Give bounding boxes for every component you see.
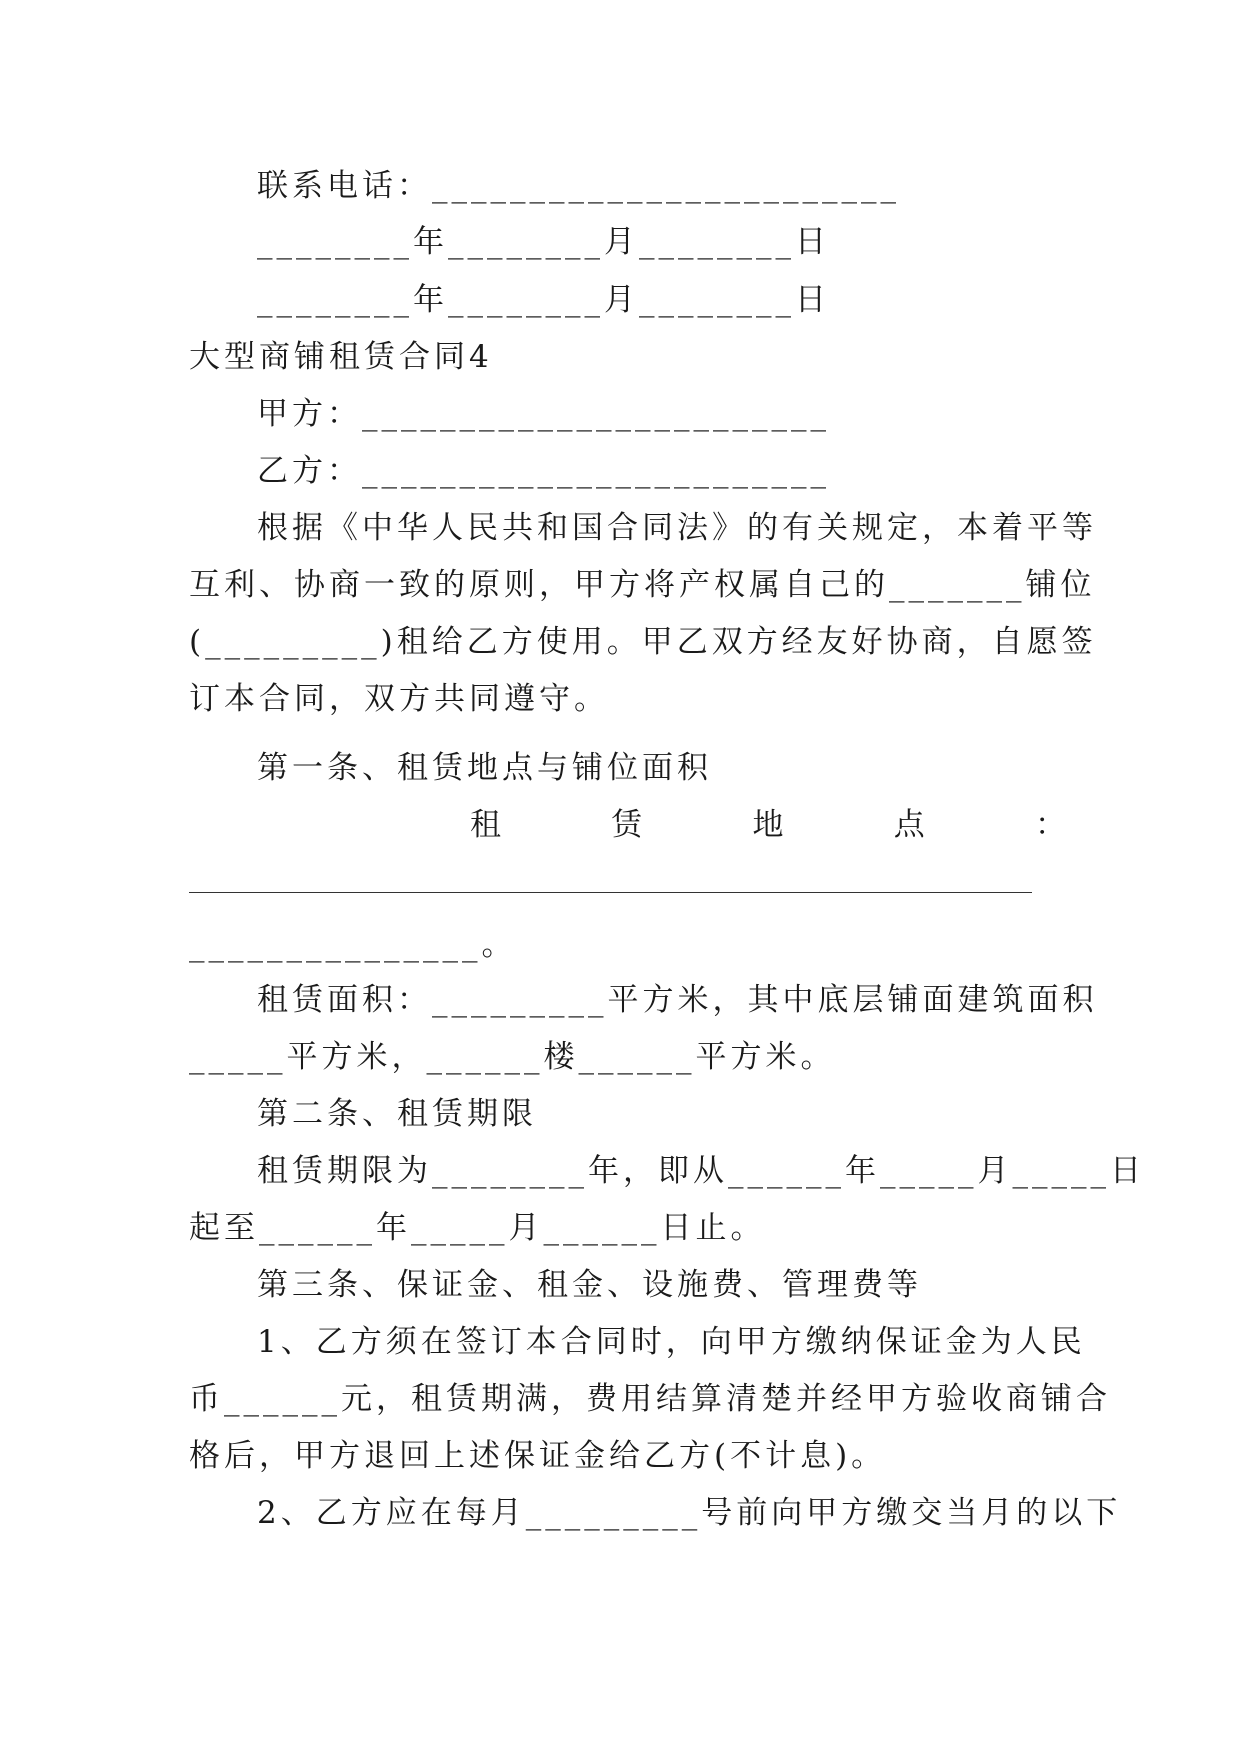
- term-line-1: 租赁期限为________年，即从______年_____月_____日: [257, 1153, 1145, 1189]
- location-end-line: _______________。: [189, 927, 517, 963]
- location-label: [470, 805, 1070, 845]
- clause-1-line-3: 格后，甲方退回上述保证金给乙方(不计息)。: [189, 1438, 887, 1474]
- location-label-char: 租: [470, 807, 505, 843]
- article-2-heading: 第二条、租赁期限: [257, 1096, 537, 1132]
- article-3-heading: 第三条、保证金、租金、设施费、管理费等: [257, 1267, 922, 1303]
- location-label-char: 赁: [611, 807, 647, 843]
- article-1-heading: 第一条、租赁地点与铺位面积: [257, 750, 712, 786]
- location-label-char: ：: [1035, 807, 1070, 843]
- preamble-line-1: 根据《中华人民共和国合同法》的有关规定，本着平等: [257, 510, 1097, 546]
- contact-phone-line: 联系电话：________________________: [257, 168, 900, 204]
- area-line-2: _____平方米，______楼______平方米。: [189, 1039, 836, 1075]
- preamble-line-2: 互利、协商一致的原则，甲方将产权属自己的_______铺位: [189, 567, 1096, 603]
- location-label-char: 地: [752, 807, 788, 843]
- party-b-line: 乙方：________________________: [257, 453, 830, 489]
- term-line-2: 起至______年_____月______日止。: [189, 1210, 766, 1246]
- preamble-line-3: (_________)租给乙方使用。甲乙双方经友好协商，自愿签: [189, 624, 1097, 660]
- location-blank-rule: [189, 892, 1032, 893]
- contract-title: 大型商铺租赁合同4: [189, 339, 493, 375]
- area-line-1: 租赁面积：_________平方米，其中底层铺面建筑面积: [257, 982, 1098, 1018]
- date-line-2: ________年________月________日: [257, 282, 830, 318]
- preamble-line-4: 订本合同，双方共同遵守。: [189, 681, 609, 717]
- party-a-line: 甲方：________________________: [257, 396, 830, 432]
- date-line-1: ________年________月________日: [257, 224, 830, 260]
- location-label-char: 点: [893, 807, 929, 843]
- clause-2-line-1: 2、乙方应在每月_________号前向甲方缴交当月的以下: [257, 1495, 1122, 1531]
- clause-1-line-2: 币______元，租赁期满，费用结算清楚并经甲方验收商铺合: [189, 1381, 1111, 1417]
- clause-1-line-1: 1、乙方须在签订本合同时，向甲方缴纳保证金为人民: [257, 1324, 1086, 1360]
